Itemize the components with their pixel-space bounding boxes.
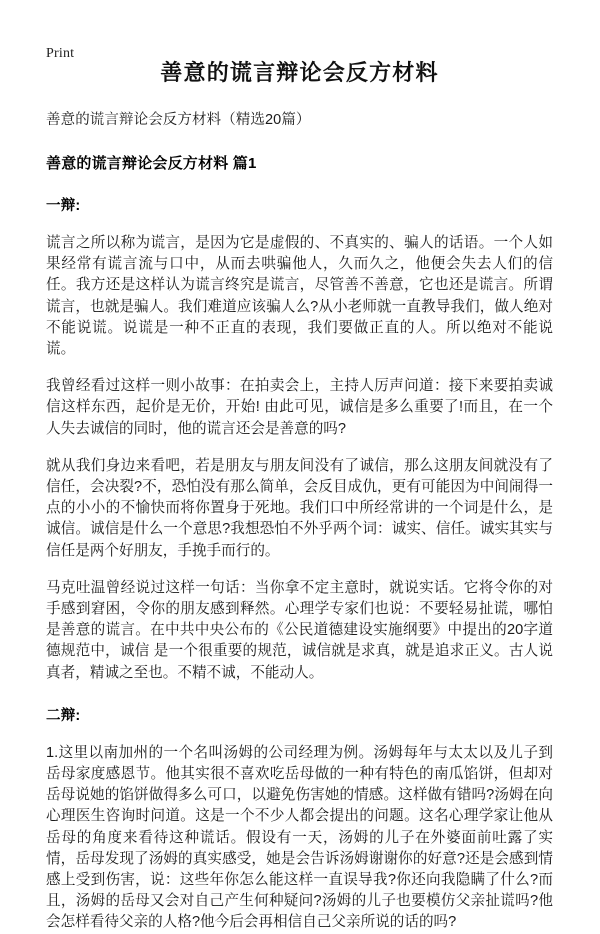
- speaker-heading-first-debater: 一辩:: [46, 198, 81, 214]
- paragraph: 1.这里以南加州的一个名叫汤姆的公司经理为例。汤姆每年与太太以及儿子到岳母家度感恩节。他其实很不喜欢吃岳母做的一种有特色的南瓜馅饼，但却对岳母说她的馅饼做得多么可口，以避免伤害她的情感。这样做有错吗?汤姆在向心理医生咨询时问道。这是一个不少人都会提出的问题。这名心理学家让他从岳母的角度来看待这种谎话。假设有一天，汤姆的儿子在外婆面前吐露了实情，岳母发现了汤姆的真实感受，她是会告诉汤姆谢谢你的好意?还是会感到情感上受到伤害，说：这些年你怎么能这样一直误导我?你还向我隐瞒了什么?而且，汤姆的岳母又会对自己产生何种疑问?汤姆的儿子也要模仿父亲扯谎吗?他会怎样看待父亲的人格?他今后会再相信自己父亲所说的话的吗?: [46, 744, 553, 931]
- article-heading: 善意的谎言辩论会反方材料 篇1: [46, 155, 257, 172]
- paragraph: 就从我们身边来看吧，若是朋友与朋友间没有了诚信，那么这朋友间就没有了信任，会决裂?不，恐怕没有那么简单，会反目成仇，更有可能因为中间闹得一点的小小的不愉快而将你置身于死地。我们口中所经常讲的一个词是什么，是诚信。诚信是什么一个意思?我想恐怕不外乎两个词：诚实、信任。诚实其实与信任是两个好朋友，手挽手而行的。: [46, 457, 553, 559]
- print-toolbar: [0, 0, 600, 61]
- print-link[interactable]: Print: [46, 46, 75, 61]
- document-content: [0, 58, 600, 934]
- page-title: 善意的谎言辩论会反方材料: [160, 60, 439, 85]
- paragraph: 谎言之所以称为谎言，是因为它是虚假的、不真实的、骗人的话语。一个人如果经常有谎言流与口中，从而去哄骗他人，久而久之，他便会失去人们的信任。我方还是这样认为谎言终究是谎言，尽管善不善意，它也还是谎言。所谓谎言，也就是骗人。我们难道应该骗人么?从小老师就一直教导我们，做人绝对不能说谎。说谎是一种不正直的表现，我们要做正直的人。所以绝对不能说谎。: [46, 235, 553, 358]
- paragraph: 马克吐温曾经说过这样一句话：当你拿不定主意时，就说实话。它将令你的对手感到窘困，令你的朋友感到释然。心理学专家们也说：不要轻易扯谎，哪怕是善意的谎言。在中共中央公布的《公民道德建设实施纲要》中提出的20字道德规范中，诚信 是一个很重要的规范，诚信就是求真，就是追求正义。古人说真者，精诚之至也。不精不诚，不能动人。: [46, 579, 553, 681]
- paragraph: 我曾经看过这样一则小故事：在拍卖会上，主持人厉声问道：接下来要拍卖诚信这样东西，起价是无价，开始! 由此可见，诚信是多么重要了!而且，在一个人失去诚信的同时，他的谎言还会是善意的吗?: [46, 378, 553, 437]
- document-subtitle: 善意的谎言辩论会反方材料（精选20篇）: [46, 112, 311, 128]
- speaker-heading-second-debater: 二辩:: [46, 707, 81, 724]
